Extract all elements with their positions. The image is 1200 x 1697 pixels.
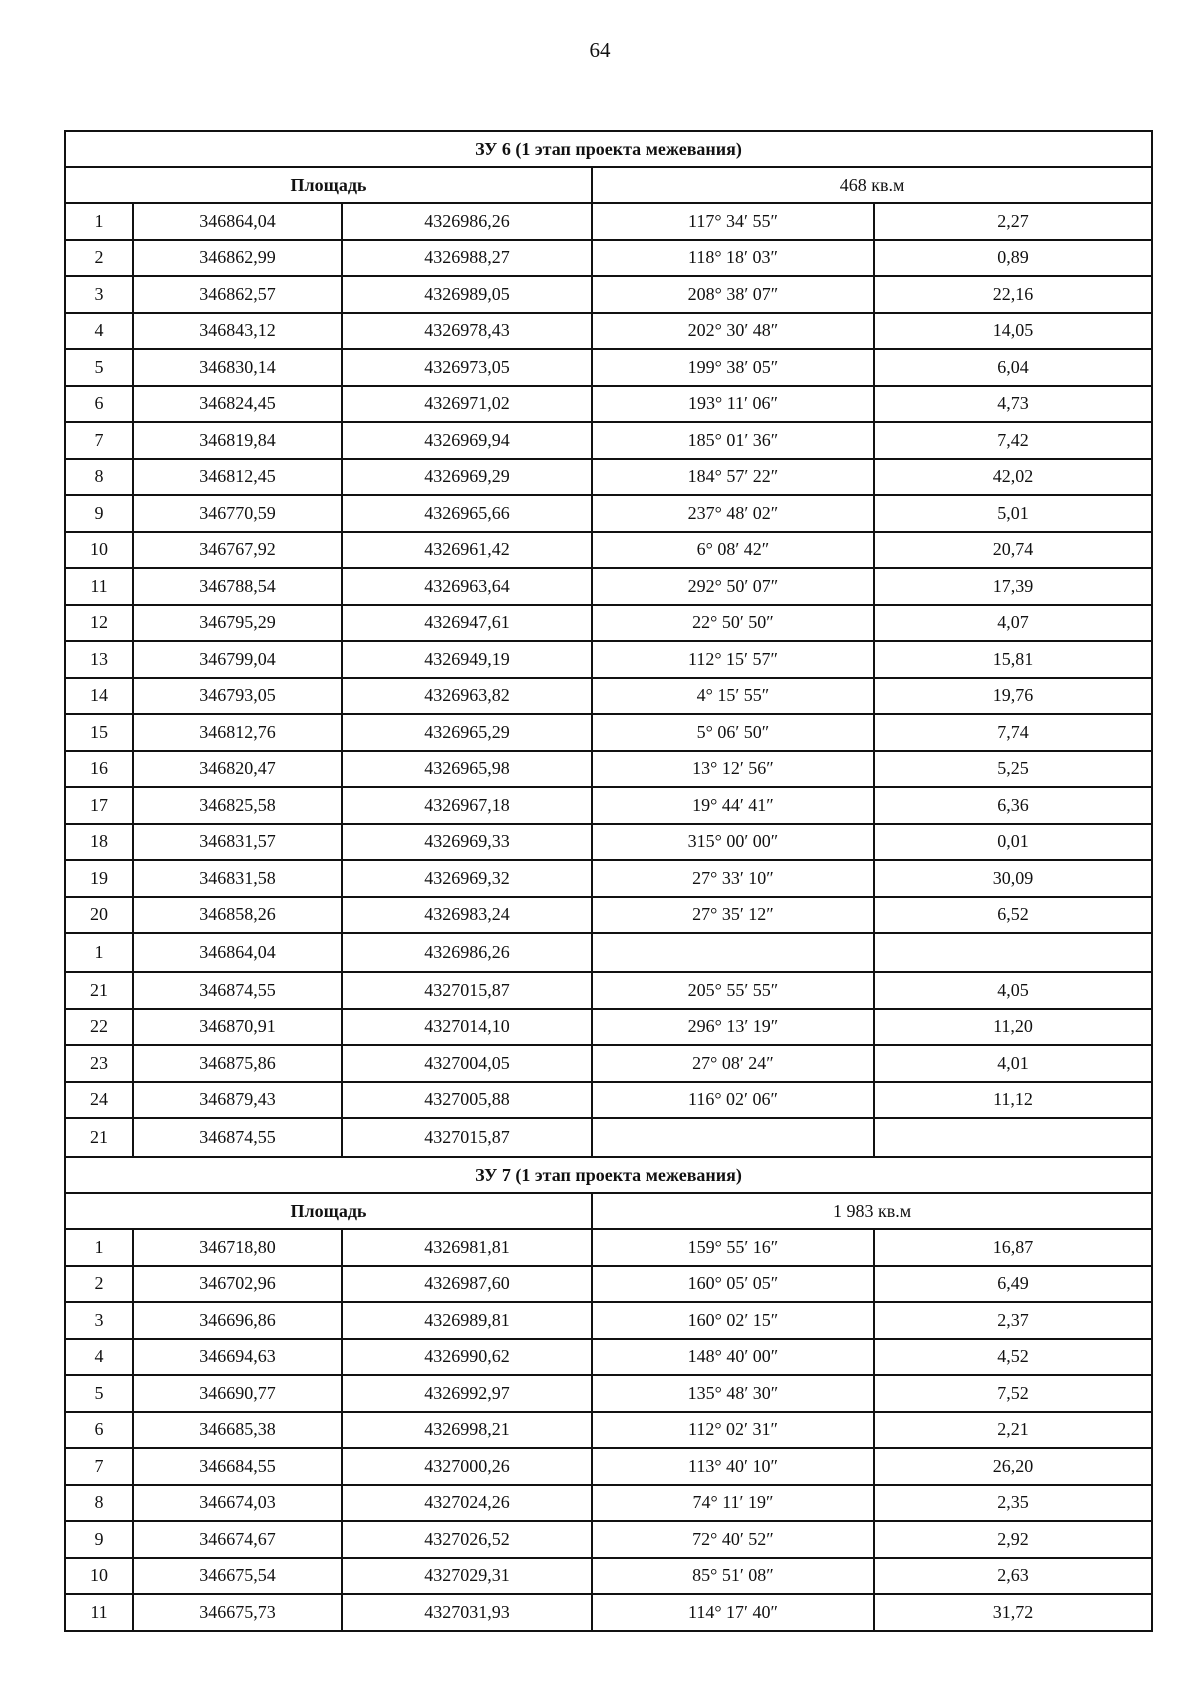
- direction-angle: 135° 48′ 30″: [592, 1375, 874, 1412]
- point-number: 10: [65, 1558, 133, 1595]
- distance: 6,49: [874, 1266, 1152, 1303]
- coord-y: 4326949,19: [342, 641, 592, 678]
- table-row: [65, 1412, 1152, 1449]
- coord-y: 4326969,29: [342, 459, 592, 496]
- coord-x: 346874,55: [133, 972, 342, 1009]
- point-number: 4: [65, 1339, 133, 1376]
- table-row: [65, 1045, 1152, 1082]
- distance: 11,20: [874, 1009, 1152, 1046]
- coord-y: 4327026,52: [342, 1521, 592, 1558]
- coord-y: 4327014,10: [342, 1009, 592, 1046]
- direction-angle: 118° 18′ 03″: [592, 240, 874, 277]
- point-number: 2: [65, 240, 133, 277]
- distance: 4,52: [874, 1339, 1152, 1376]
- coord-x: 346874,55: [133, 1118, 342, 1157]
- point-number: 23: [65, 1045, 133, 1082]
- table-row: [65, 1229, 1152, 1266]
- distance: 2,35: [874, 1485, 1152, 1522]
- direction-angle: [592, 933, 874, 972]
- table-row: [65, 897, 1152, 934]
- point-number: 7: [65, 1448, 133, 1485]
- section-title: ЗУ 6 (1 этап проекта межевания): [65, 131, 1152, 167]
- point-number: 7: [65, 422, 133, 459]
- coord-y: 4327015,87: [342, 972, 592, 1009]
- table-row: [65, 459, 1152, 496]
- point-number: 8: [65, 1485, 133, 1522]
- distance: 26,20: [874, 1448, 1152, 1485]
- distance: 2,21: [874, 1412, 1152, 1449]
- direction-angle: 114° 17′ 40″: [592, 1594, 874, 1631]
- point-number: 21: [65, 972, 133, 1009]
- table-row: [65, 1594, 1152, 1631]
- table-row: [65, 1521, 1152, 1558]
- direction-angle: 296° 13′ 19″: [592, 1009, 874, 1046]
- distance: 7,52: [874, 1375, 1152, 1412]
- coord-x: 346831,58: [133, 860, 342, 897]
- distance: 19,76: [874, 678, 1152, 715]
- coord-x: 346799,04: [133, 641, 342, 678]
- coord-x: 346696,86: [133, 1302, 342, 1339]
- direction-angle: 205° 55′ 55″: [592, 972, 874, 1009]
- point-number: 15: [65, 714, 133, 751]
- direction-angle: 202° 30′ 48″: [592, 313, 874, 350]
- coord-x: 346830,14: [133, 349, 342, 386]
- point-number: 2: [65, 1266, 133, 1303]
- coord-x: 346862,57: [133, 276, 342, 313]
- table-row: [65, 605, 1152, 642]
- direction-angle: 27° 08′ 24″: [592, 1045, 874, 1082]
- table-row: [65, 349, 1152, 386]
- coord-x: 346831,57: [133, 824, 342, 861]
- distance: 4,73: [874, 386, 1152, 423]
- coord-y: 4326988,27: [342, 240, 592, 277]
- table-row: [65, 1448, 1152, 1485]
- table-row: [65, 532, 1152, 569]
- area-row: [65, 167, 1152, 203]
- table-row: [65, 1082, 1152, 1119]
- coord-x: 346674,03: [133, 1485, 342, 1522]
- coord-y: 4327015,87: [342, 1118, 592, 1157]
- coord-y: 4326983,24: [342, 897, 592, 934]
- area-value: 468 кв.м: [592, 167, 1152, 203]
- coord-y: 4326965,98: [342, 751, 592, 788]
- distance: 30,09: [874, 860, 1152, 897]
- coord-x: 346702,96: [133, 1266, 342, 1303]
- distance: 2,27: [874, 203, 1152, 240]
- point-number: 8: [65, 459, 133, 496]
- coord-x: 346864,04: [133, 203, 342, 240]
- distance: 0,01: [874, 824, 1152, 861]
- direction-angle: 13° 12′ 56″: [592, 751, 874, 788]
- coord-y: 4326947,61: [342, 605, 592, 642]
- table-row: [65, 824, 1152, 861]
- section-title-row: [65, 131, 1152, 167]
- table-row: [65, 203, 1152, 240]
- direction-angle: 116° 02′ 06″: [592, 1082, 874, 1119]
- coord-x: 346825,58: [133, 787, 342, 824]
- point-number: 3: [65, 276, 133, 313]
- table-row: [65, 972, 1152, 1009]
- distance: [874, 1118, 1152, 1157]
- table-row: [65, 933, 1152, 972]
- table-row: [65, 678, 1152, 715]
- coord-x: 346788,54: [133, 568, 342, 605]
- coord-y: 4326961,42: [342, 532, 592, 569]
- direction-angle: 27° 33′ 10″: [592, 860, 874, 897]
- coord-x: 346694,63: [133, 1339, 342, 1376]
- direction-angle: 148° 40′ 00″: [592, 1339, 874, 1376]
- coord-y: 4327005,88: [342, 1082, 592, 1119]
- coord-y: 4326978,43: [342, 313, 592, 350]
- table-row: [65, 495, 1152, 532]
- distance: 2,63: [874, 1558, 1152, 1595]
- table-row: [65, 1375, 1152, 1412]
- point-number: 14: [65, 678, 133, 715]
- direction-angle: 237° 48′ 02″: [592, 495, 874, 532]
- area-row: [65, 1193, 1152, 1229]
- point-number: 1: [65, 203, 133, 240]
- point-number: 12: [65, 605, 133, 642]
- table-row: [65, 568, 1152, 605]
- point-number: 1: [65, 1229, 133, 1266]
- table-row: [65, 1302, 1152, 1339]
- section-title-row: [65, 1157, 1152, 1193]
- coord-y: 4326967,18: [342, 787, 592, 824]
- coord-x: 346675,73: [133, 1594, 342, 1631]
- distance: 6,04: [874, 349, 1152, 386]
- direction-angle: 315° 00′ 00″: [592, 824, 874, 861]
- distance: 6,36: [874, 787, 1152, 824]
- direction-angle: 208° 38′ 07″: [592, 276, 874, 313]
- table-row: [65, 240, 1152, 277]
- coord-x: 346862,99: [133, 240, 342, 277]
- coord-x: 346843,12: [133, 313, 342, 350]
- direction-angle: 184° 57′ 22″: [592, 459, 874, 496]
- table-row: [65, 787, 1152, 824]
- coord-x: 346675,54: [133, 1558, 342, 1595]
- point-number: 18: [65, 824, 133, 861]
- table-row: [65, 1009, 1152, 1046]
- coord-x: 346770,59: [133, 495, 342, 532]
- coord-x: 346864,04: [133, 933, 342, 972]
- coord-y: 4327031,93: [342, 1594, 592, 1631]
- coord-y: 4326969,94: [342, 422, 592, 459]
- coord-y: 4326973,05: [342, 349, 592, 386]
- direction-angle: 4° 15′ 55″: [592, 678, 874, 715]
- direction-angle: 113° 40′ 10″: [592, 1448, 874, 1485]
- distance: 6,52: [874, 897, 1152, 934]
- distance: 11,12: [874, 1082, 1152, 1119]
- table-row: [65, 1339, 1152, 1376]
- table-row: [65, 386, 1152, 423]
- distance: 16,87: [874, 1229, 1152, 1266]
- direction-angle: 19° 44′ 41″: [592, 787, 874, 824]
- coord-y: 4326998,21: [342, 1412, 592, 1449]
- coord-y: 4326981,81: [342, 1229, 592, 1266]
- point-number: 9: [65, 495, 133, 532]
- distance: 5,01: [874, 495, 1152, 532]
- direction-angle: 72° 40′ 52″: [592, 1521, 874, 1558]
- point-number: 13: [65, 641, 133, 678]
- coord-y: 4327000,26: [342, 1448, 592, 1485]
- coord-x: 346718,80: [133, 1229, 342, 1266]
- point-number: 11: [65, 1594, 133, 1631]
- table-row: [65, 422, 1152, 459]
- direction-angle: 160° 05′ 05″: [592, 1266, 874, 1303]
- area-label: Площадь: [65, 167, 592, 203]
- coord-x: 346875,86: [133, 1045, 342, 1082]
- coord-y: 4326987,60: [342, 1266, 592, 1303]
- point-number: 5: [65, 349, 133, 386]
- point-number: 3: [65, 1302, 133, 1339]
- direction-angle: 159° 55′ 16″: [592, 1229, 874, 1266]
- point-number: 6: [65, 386, 133, 423]
- table-row: [65, 313, 1152, 350]
- table-row: [65, 1485, 1152, 1522]
- point-number: 10: [65, 532, 133, 569]
- direction-angle: 27° 35′ 12″: [592, 897, 874, 934]
- point-number: 21: [65, 1118, 133, 1157]
- direction-angle: 5° 06′ 50″: [592, 714, 874, 751]
- direction-angle: 199° 38′ 05″: [592, 349, 874, 386]
- coord-x: 346870,91: [133, 1009, 342, 1046]
- table-row: [65, 751, 1152, 788]
- coord-y: 4326969,33: [342, 824, 592, 861]
- direction-angle: 292° 50′ 07″: [592, 568, 874, 605]
- coord-y: 4327029,31: [342, 1558, 592, 1595]
- coordinates-table: [64, 130, 1153, 1632]
- point-number: 1: [65, 933, 133, 972]
- direction-angle: 112° 02′ 31″: [592, 1412, 874, 1449]
- direction-angle: [592, 1118, 874, 1157]
- coord-y: 4326990,62: [342, 1339, 592, 1376]
- coord-y: 4326971,02: [342, 386, 592, 423]
- table-row: [65, 1558, 1152, 1595]
- direction-angle: 193° 11′ 06″: [592, 386, 874, 423]
- coord-y: 4326965,29: [342, 714, 592, 751]
- coord-y: 4326963,64: [342, 568, 592, 605]
- table-row: [65, 276, 1152, 313]
- coord-y: 4326989,81: [342, 1302, 592, 1339]
- point-number: 16: [65, 751, 133, 788]
- distance: [874, 933, 1152, 972]
- coord-x: 346685,38: [133, 1412, 342, 1449]
- point-number: 17: [65, 787, 133, 824]
- distance: 14,05: [874, 313, 1152, 350]
- distance: 4,05: [874, 972, 1152, 1009]
- coord-y: 4326965,66: [342, 495, 592, 532]
- table-row: [65, 641, 1152, 678]
- direction-angle: 85° 51′ 08″: [592, 1558, 874, 1595]
- coord-x: 346820,47: [133, 751, 342, 788]
- table-row: [65, 1118, 1152, 1157]
- distance: 7,74: [874, 714, 1152, 751]
- direction-angle: 160° 02′ 15″: [592, 1302, 874, 1339]
- coord-x: 346879,43: [133, 1082, 342, 1119]
- coord-y: 4326986,26: [342, 933, 592, 972]
- direction-angle: 74° 11′ 19″: [592, 1485, 874, 1522]
- distance: 5,25: [874, 751, 1152, 788]
- distance: 4,07: [874, 605, 1152, 642]
- coord-y: 4326986,26: [342, 203, 592, 240]
- page-number: 64: [589, 38, 611, 62]
- coord-x: 346690,77: [133, 1375, 342, 1412]
- distance: 15,81: [874, 641, 1152, 678]
- direction-angle: 117° 34′ 55″: [592, 203, 874, 240]
- coord-x: 346858,26: [133, 897, 342, 934]
- distance: 4,01: [874, 1045, 1152, 1082]
- coord-x: 346684,55: [133, 1448, 342, 1485]
- coord-y: 4326989,05: [342, 276, 592, 313]
- coord-x: 346793,05: [133, 678, 342, 715]
- direction-angle: 22° 50′ 50″: [592, 605, 874, 642]
- distance: 31,72: [874, 1594, 1152, 1631]
- point-number: 11: [65, 568, 133, 605]
- coord-y: 4326969,32: [342, 860, 592, 897]
- coord-x: 346674,67: [133, 1521, 342, 1558]
- coord-y: 4327024,26: [342, 1485, 592, 1522]
- distance: 42,02: [874, 459, 1152, 496]
- direction-angle: 6° 08′ 42″: [592, 532, 874, 569]
- table-row: [65, 1266, 1152, 1303]
- direction-angle: 112° 15′ 57″: [592, 641, 874, 678]
- coord-x: 346767,92: [133, 532, 342, 569]
- coord-x: 346795,29: [133, 605, 342, 642]
- table-row: [65, 860, 1152, 897]
- distance: 22,16: [874, 276, 1152, 313]
- area-value: 1 983 кв.м: [592, 1193, 1152, 1229]
- point-number: 24: [65, 1082, 133, 1119]
- area-label: Площадь: [65, 1193, 592, 1229]
- distance: 2,37: [874, 1302, 1152, 1339]
- coord-y: 4326992,97: [342, 1375, 592, 1412]
- coord-y: 4326963,82: [342, 678, 592, 715]
- point-number: 22: [65, 1009, 133, 1046]
- distance: 17,39: [874, 568, 1152, 605]
- point-number: 19: [65, 860, 133, 897]
- coord-x: 346812,45: [133, 459, 342, 496]
- distance: 2,92: [874, 1521, 1152, 1558]
- section-title: ЗУ 7 (1 этап проекта межевания): [65, 1157, 1152, 1193]
- distance: 7,42: [874, 422, 1152, 459]
- coord-x: 346812,76: [133, 714, 342, 751]
- point-number: 6: [65, 1412, 133, 1449]
- coord-y: 4327004,05: [342, 1045, 592, 1082]
- point-number: 4: [65, 313, 133, 350]
- point-number: 5: [65, 1375, 133, 1412]
- point-number: 9: [65, 1521, 133, 1558]
- direction-angle: 185° 01′ 36″: [592, 422, 874, 459]
- coord-x: 346819,84: [133, 422, 342, 459]
- coord-x: 346824,45: [133, 386, 342, 423]
- table-row: [65, 714, 1152, 751]
- point-number: 20: [65, 897, 133, 934]
- distance: 20,74: [874, 532, 1152, 569]
- distance: 0,89: [874, 240, 1152, 277]
